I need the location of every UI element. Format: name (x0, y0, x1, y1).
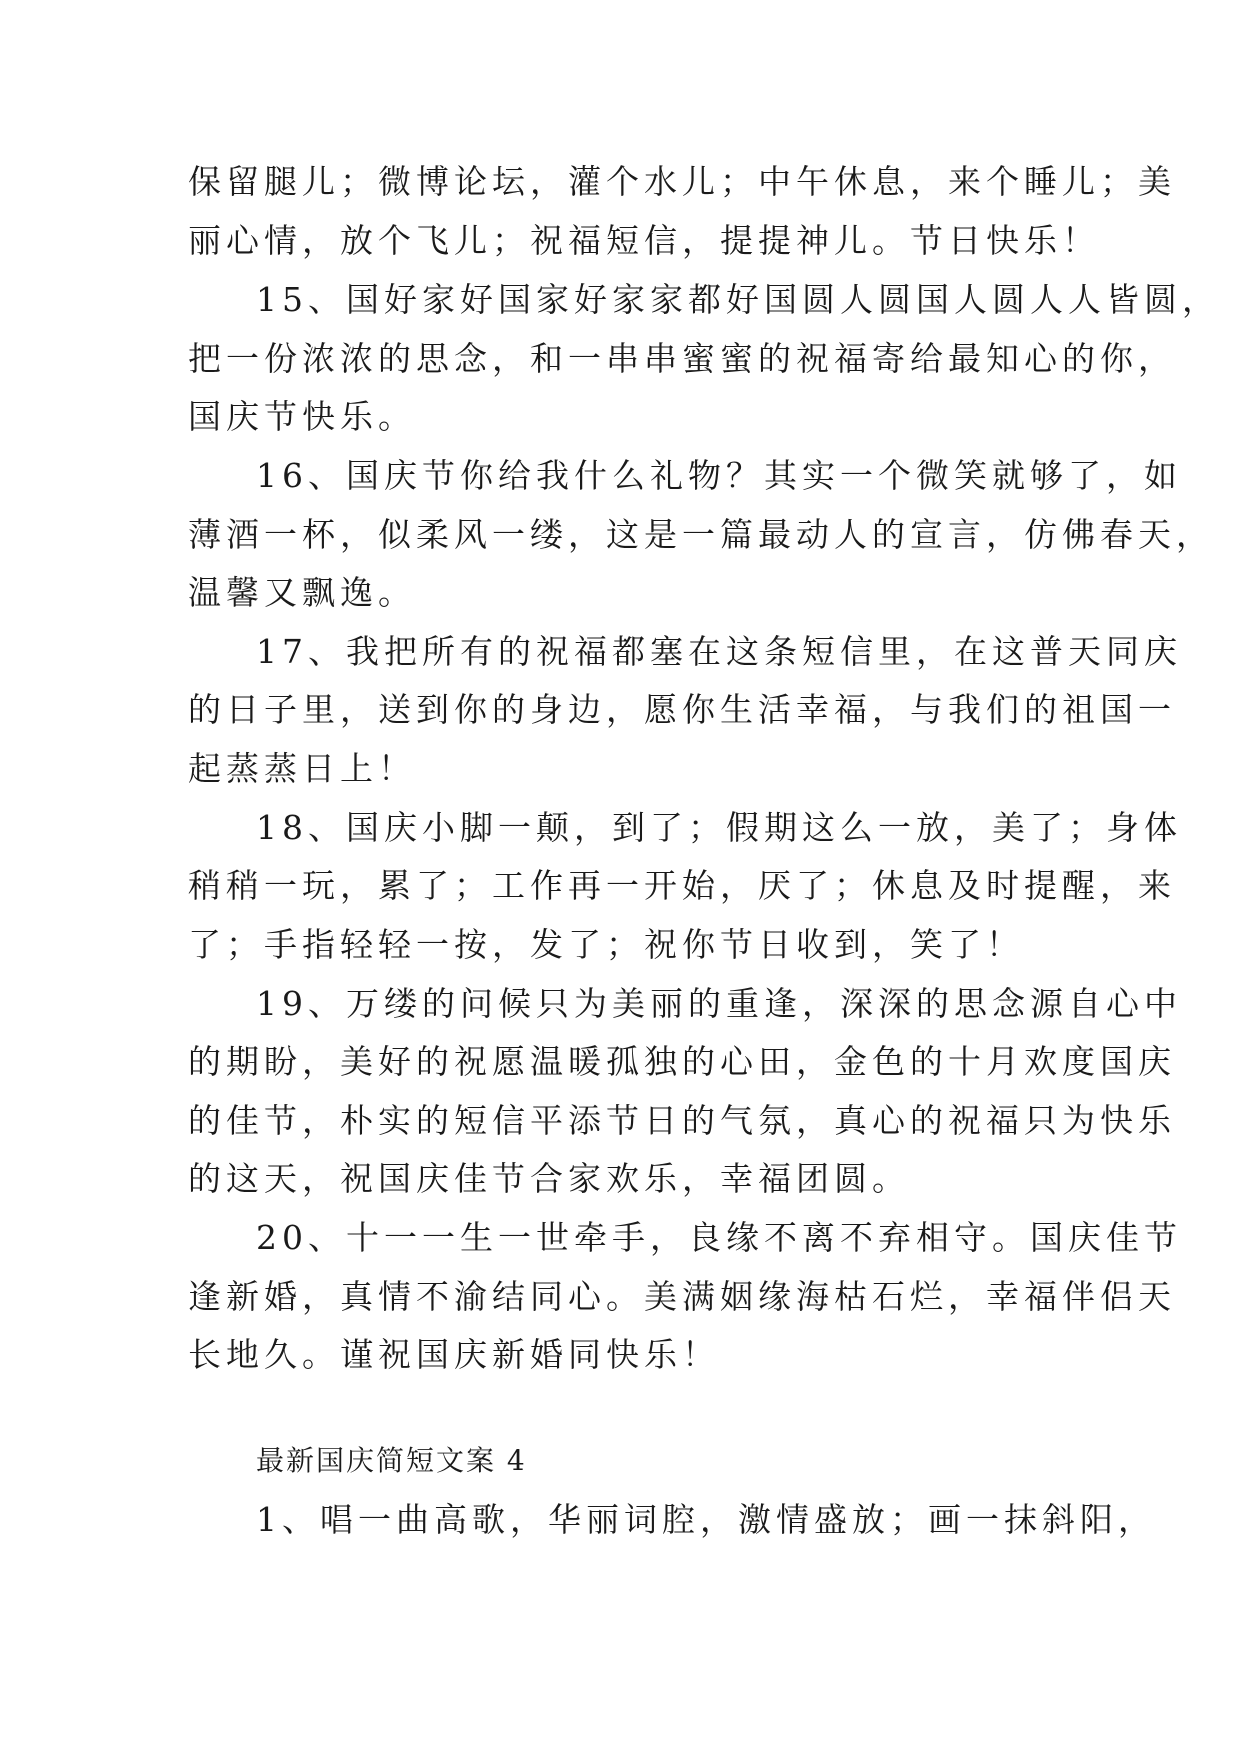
text-line: 18、国庆小脚一颠，到了；假期这么一放，美了；身体 (256, 808, 1182, 847)
text-line: 薄酒一杯，似柔风一缕，这是一篇最动人的宣言，仿佛春天， (188, 515, 1214, 554)
section-heading: 最新国庆简短文案 4 (256, 1444, 527, 1477)
text-line: 17、我把所有的祝福都塞在这条短信里，在这普天同庆 (256, 632, 1182, 671)
text-line: 的这天，祝国庆佳节合家欢乐，幸福团圆。 (188, 1159, 910, 1198)
text-line: 丽心情，放个飞儿；祝福短信，提提神儿。节日快乐！ (188, 221, 1100, 260)
text-line: 长地久。谨祝国庆新婚同快乐！ (188, 1335, 720, 1374)
text-line: 15、国好家好国家好家家都好国圆人圆国人圆人人皆圆， (256, 280, 1220, 319)
text-line: 起蒸蒸日上！ (188, 749, 416, 788)
text-line: 了；手指轻轻一按，发了；祝你节日收到，笑了！ (188, 925, 1024, 964)
text-line: 的日子里，送到你的身边，愿你生活幸福，与我们的祖国一 (188, 690, 1176, 729)
text-line: 国庆节快乐。 (188, 397, 416, 436)
text-line: 16、国庆节你给我什么礼物？其实一个微笑就够了，如 (256, 456, 1182, 495)
text-line: 的佳节，朴实的短信平添节日的气氛，真心的祝福只为快乐 (188, 1101, 1176, 1140)
text-line: 逢新婚，真情不渝结同心。美满姻缘海枯石烂，幸福伴侣天 (188, 1277, 1176, 1316)
text-line: 1、唱一曲高歌，华丽词腔，激情盛放；画一抹斜阳， (256, 1500, 1156, 1539)
text-line: 把一份浓浓的思念，和一串串蜜蜜的祝福寄给最知心的你， (188, 339, 1176, 378)
text-line: 稍稍一玩，累了；工作再一开始，厌了；休息及时提醒，来 (188, 866, 1176, 905)
text-line: 20、十一一生一世牵手，良缘不离不弃相守。国庆佳节 (256, 1218, 1182, 1257)
text-line: 温馨又飘逸。 (188, 573, 416, 612)
text-line: 保留腿儿；微博论坛，灌个水儿；中午休息，来个睡儿；美 (188, 162, 1176, 201)
text-line: 19、万缕的问候只为美丽的重逢，深深的思念源自心中 (256, 984, 1182, 1023)
text-line: 的期盼，美好的祝愿温暖孤独的心田，金色的十月欢度国庆 (188, 1042, 1176, 1081)
